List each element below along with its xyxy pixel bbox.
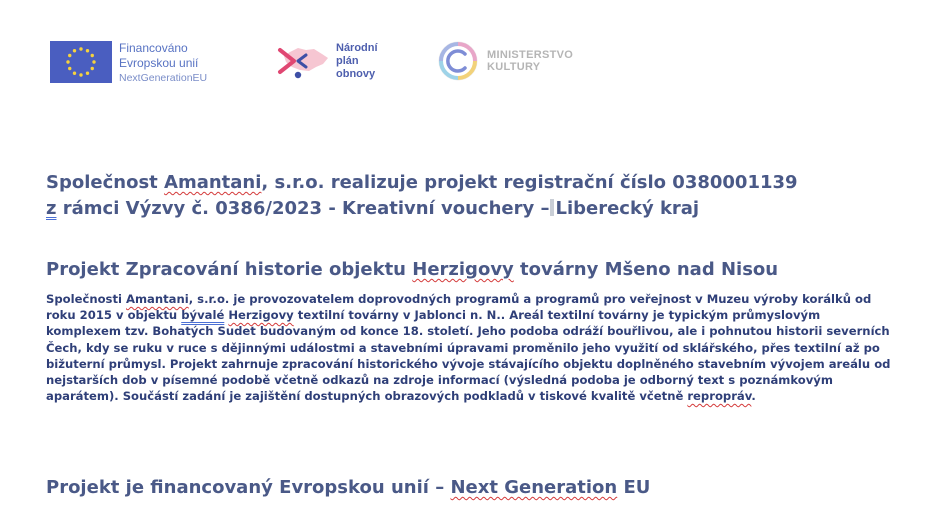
ministry-logo-line1: MINISTERSTVO [487, 49, 574, 61]
ministry-logo-line2: KULTURY [487, 61, 541, 73]
project-heading-herzigovy: Herzigovy [412, 259, 514, 280]
body-herzigovy: Herzigovy [228, 308, 294, 323]
funding-text-1: Projekt je financovaný Evropskou unií – [46, 477, 451, 498]
npo-logo-line2: plán [336, 54, 359, 67]
body-repropr: repropráv [687, 389, 752, 404]
body-text-1: Společnosti [46, 292, 126, 306]
npo-logo [276, 40, 378, 82]
text-cursor [550, 199, 554, 216]
eu-logo-line3: NextGenerationEU [119, 72, 208, 84]
eu-star [68, 67, 71, 70]
npo-map-icon [276, 40, 330, 82]
document-body [46, 170, 896, 498]
eu-star [79, 73, 82, 76]
eu-star [86, 72, 89, 75]
lead-company-name: Amantani [164, 172, 262, 193]
project-heading-text-1: Projekt Zpracování historie objektu [46, 259, 413, 280]
eu-star [91, 67, 94, 70]
lead-heading [46, 170, 896, 222]
funding-next-generation: Next Generation [450, 477, 618, 498]
eu-star [92, 60, 95, 63]
body-text-4: textilní továrny v Jablonci n. N.. Areál textilní továrny je typickým průmyslovým komplexem tzv. Bohatých Sudet budovaným od konce 18. století. Jeho podoba odráží bouřlivou, ale i pohnutou historii severních Čech, kdy se ruku v ruce s dějinnými událostmi a stavebními úpravami proměnilo jeho využití od sklářského, přes textilní až po bižuterní průmysl. Projekt zahrnuje zpracování historického vývoje stávajícího objektu doplněného stavebním vývojem areálu od nejstarších dob v písemné podobě včetně odkazů na zdroje informací (výsledná podoba je odborný text s poznámkovým aparátem). Součástí zadání je zajištění dostupných obrazových podkladů v tiskové kvalitě včetně [46, 308, 891, 404]
eu-logo-line2: Evropskou unií [119, 56, 199, 70]
logo-bar [0, 0, 925, 110]
eu-star [91, 54, 94, 57]
lead-text-4: Liberecký kraj [555, 198, 700, 219]
eu-star [73, 49, 76, 52]
eu-star [79, 47, 82, 50]
funding-text-2: EU [617, 477, 651, 498]
lead-text-3: rámci Výzvy č. 0386/2023 - Kreativní vouchery – [56, 198, 550, 219]
body-amantani: Amantani [126, 292, 189, 306]
ministry-of-culture-logo [437, 40, 573, 82]
npo-logo-line3: obnovy [336, 67, 376, 80]
lead-text-1: Společnost [46, 172, 165, 193]
eu-star [68, 54, 71, 57]
eu-funding-logo [50, 41, 207, 86]
eu-flag-icon [50, 41, 112, 83]
eu-stars-icon [50, 41, 112, 83]
funding-heading [46, 475, 650, 501]
body-byvale: bývalé [181, 308, 225, 323]
project-heading-text-2: továrny Mšeno nad Nisou [513, 259, 779, 280]
eu-star [86, 49, 89, 52]
eu-logo-line1: Financováno [119, 41, 188, 55]
body-text-2: , s.r.o. je provozovatelem doprovodných programů a programů pro veřejnost v Muzeu výroby korálků od roku 2015 v objektu [46, 292, 872, 323]
ministry-ring-icon [437, 40, 479, 82]
lead-text-z: z [46, 198, 57, 219]
project-description [46, 291, 891, 404]
npo-logo-line1: Národní [336, 41, 378, 54]
body-text-5: . [751, 389, 756, 404]
project-heading [46, 257, 778, 283]
eu-star [73, 72, 76, 75]
lead-text-2: , s.r.o. realizuje projekt registrační číslo 0380001139 [261, 172, 798, 193]
eu-star [66, 60, 69, 63]
